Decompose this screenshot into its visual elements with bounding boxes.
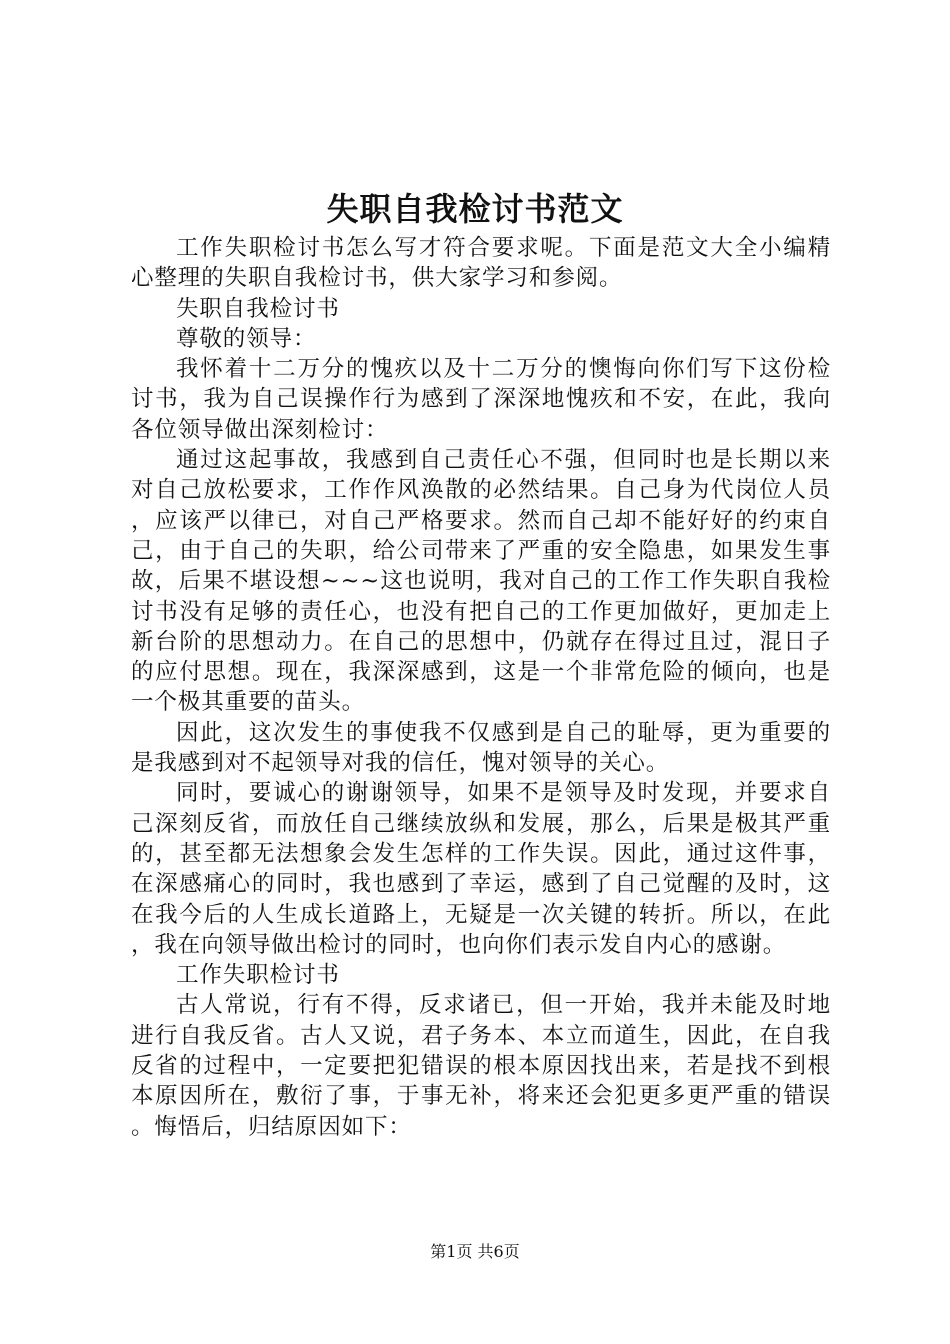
body-paragraph: 因此，这次发生的事使我不仅感到是自己的耻辱，更为重要的是我感到对不起领导对我的信任，愧对领导的关心。 xyxy=(131,719,831,777)
salutation: 尊敬的领导： xyxy=(176,325,317,352)
section-heading: 失职自我检讨书 xyxy=(176,295,340,322)
section-heading: 工作失职检讨书 xyxy=(176,962,340,989)
intro-paragraph: 工作失职检讨书怎么写才符合要求呢。下面是范文大全小编精心整理的失职自我检讨书，供大家学习和参阅。 xyxy=(131,235,831,292)
page-number-footer: 第1页 共6页 xyxy=(430,1242,520,1261)
body-paragraph: 古人常说，行有不得，反求诸已，但一开始，我并未能及时地进行自我反省。古人又说，君子务本、本立而道生，因此，在自我反省的过程中，一定要把犯错误的根本原因找出来，若是找不到根本原因所在，敷衍了事，于事无补，将来还会犯更多更严重的错误。悔悟后，归结原因如下： xyxy=(131,992,831,1140)
body-paragraph: 通过这起事故，我感到自己责任心不强，但同时也是长期以来对自己放松要求，工作作风涣散的必然结果。自己身为代岗位人员，应该严以律已，对自己严格要求。然而自己却不能好好的约束自己，由于自己的失职，给公司带来了严重的安全隐患，如果发生事故，后果不堪设想~~~这也说明，我对自己的工作工作失职自我检讨书没有足够的责任心，也没有把自己的工作更加做好，更加走上新台阶的思想动力。在自己的思想中，仍就存在得过且过，混日子的应付思想。现在，我深深感到，这是一个非常危险的倾向，也是一个极其重要的苗头。 xyxy=(131,447,831,716)
body-paragraph: 同时，要诚心的谢谢领导，如果不是领导及时发现，并要求自己深刻反省，而放任自己继续放纵和发展，那么，后果是极其严重的，甚至都无法想象会发生怎样的工作失误。因此，通过这件事，在深感痛心的同时，我也感到了幸运，感到了自己觉醒的及时，这在我今后的人生成长道路上，无疑是一次关键的转折。所以，在此，我在向领导做出检讨的同时，也向你们表示发自内心的感谢。 xyxy=(131,780,831,958)
document-body xyxy=(131,233,831,1142)
document-title: 失职自我检讨书范文 xyxy=(326,190,624,228)
body-paragraph: 我怀着十二万分的愧疚以及十二万分的懊悔向你们写下这份检讨书，我为自己误操作行为感到了深深地愧疚和不安，在此，我向各位领导做出深刻检讨： xyxy=(131,356,831,443)
